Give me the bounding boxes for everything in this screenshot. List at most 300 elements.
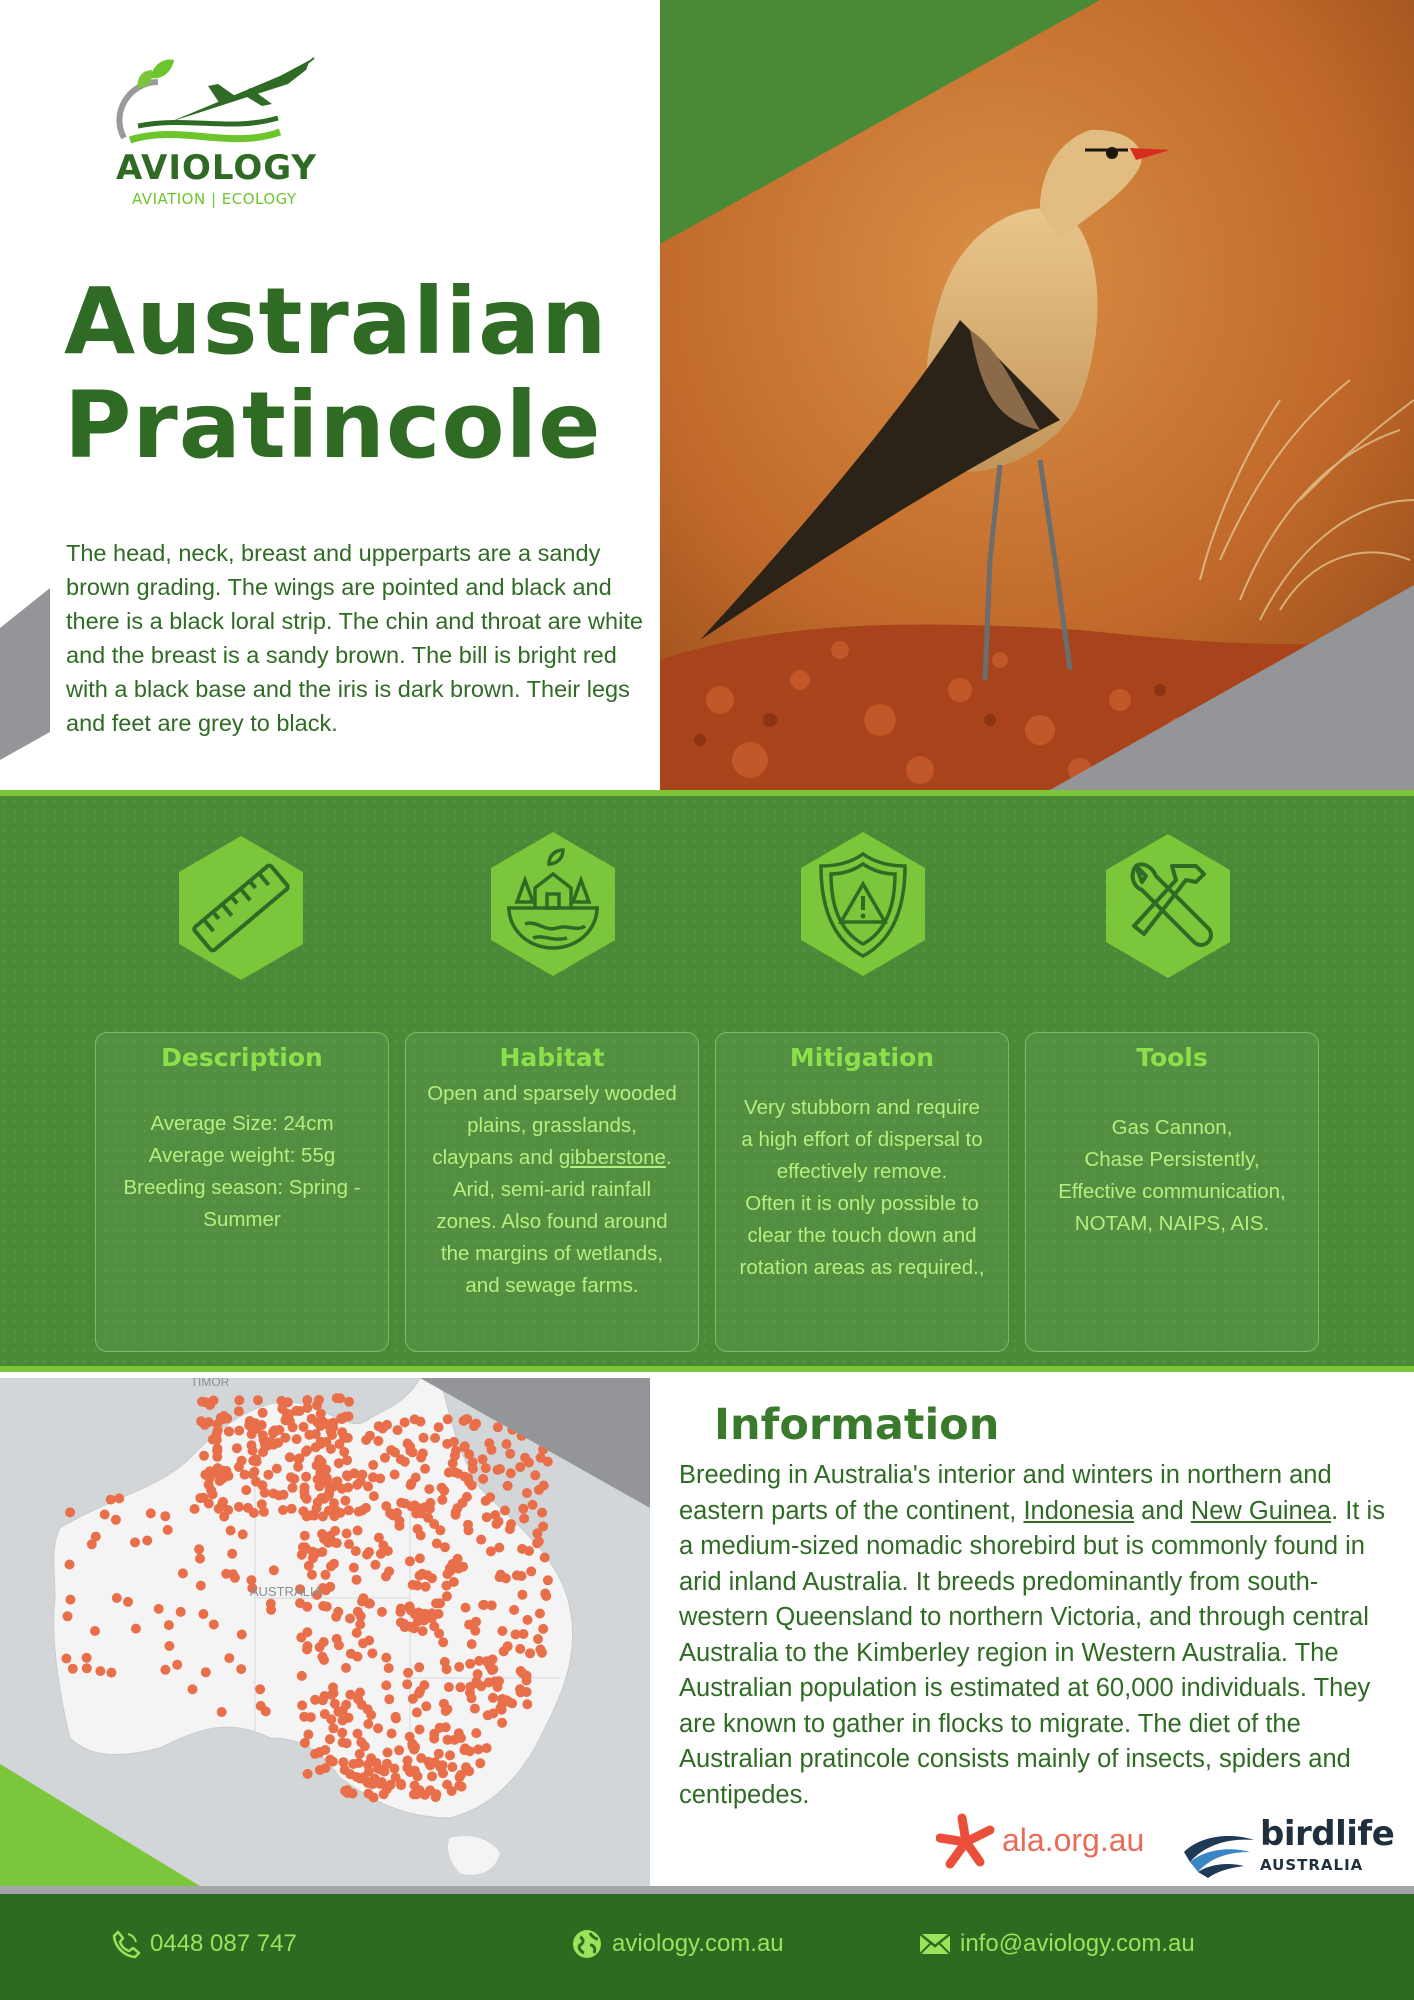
sighting-dot	[488, 1654, 498, 1664]
sighting-dot	[471, 1728, 481, 1738]
sighting-dot	[468, 1457, 478, 1467]
sighting-dot	[123, 1597, 133, 1607]
sighting-dot	[515, 1644, 525, 1654]
description-line: Breeding season: Spring -	[123, 1176, 361, 1199]
sighting-dot	[381, 1680, 391, 1690]
sighting-dot	[131, 1624, 141, 1634]
ruler-icon	[173, 832, 309, 984]
sighting-dot	[353, 1526, 363, 1536]
sighting-dot	[415, 1686, 425, 1696]
sighting-dot	[478, 1474, 488, 1484]
sighting-dot	[476, 1535, 486, 1545]
sighting-dot	[473, 1744, 483, 1754]
sighting-dot	[396, 1617, 406, 1627]
earth-habitat-icon	[485, 828, 621, 980]
sighting-dot	[317, 1547, 327, 1557]
sighting-dot	[348, 1759, 358, 1769]
sighting-dot	[512, 1570, 522, 1580]
sighting-dot	[224, 1653, 234, 1663]
sighting-dot	[328, 1723, 338, 1733]
sighting-dot	[208, 1435, 218, 1445]
mitigation-line: effectively remove.	[776, 1160, 948, 1183]
sighting-dot	[400, 1499, 410, 1509]
sighting-dot	[289, 1474, 299, 1484]
sighting-dot	[524, 1546, 534, 1556]
sighting-dot	[328, 1682, 338, 1692]
sighting-dot	[467, 1639, 477, 1649]
sighting-dot	[217, 1707, 227, 1717]
sighting-dot	[106, 1495, 116, 1505]
sighting-dot	[302, 1445, 312, 1455]
sighting-dot	[330, 1526, 340, 1536]
sighting-dot	[420, 1464, 430, 1474]
sighting-dot	[391, 1712, 401, 1722]
sighting-dot	[365, 1431, 375, 1441]
sighting-dot	[416, 1753, 426, 1763]
sighting-dot	[343, 1788, 353, 1798]
sighting-dot	[252, 1457, 262, 1467]
sighting-dot	[515, 1684, 525, 1694]
sighting-dot	[307, 1570, 317, 1580]
sighting-dot	[241, 1485, 251, 1495]
sighting-dot	[420, 1609, 430, 1619]
sighting-dot	[234, 1426, 244, 1436]
sighting-dot	[366, 1753, 376, 1763]
sighting-dot	[303, 1769, 313, 1779]
sighting-dot	[253, 1395, 263, 1405]
envelope-icon	[918, 1931, 952, 1957]
sighting-dot	[300, 1738, 310, 1748]
sighting-dot	[457, 1782, 467, 1792]
sighting-dot	[465, 1746, 475, 1756]
sighting-dot	[317, 1457, 327, 1467]
sighting-dot	[456, 1682, 466, 1692]
mitigation-line: rotation areas as required.,	[739, 1256, 985, 1279]
sighting-dot	[236, 1664, 246, 1674]
sighting-dot	[461, 1414, 471, 1424]
sighting-dot	[353, 1729, 363, 1739]
sighting-dot	[456, 1733, 466, 1743]
sighting-dot	[82, 1663, 92, 1673]
footer-email[interactable]	[918, 1924, 1195, 1964]
sighting-dot	[154, 1604, 164, 1614]
sighting-dot	[533, 1634, 543, 1644]
sighting-dot	[412, 1708, 422, 1718]
sighting-dot	[481, 1496, 491, 1506]
sighting-dot	[437, 1495, 447, 1505]
sighting-dot	[537, 1648, 547, 1658]
sighting-dot	[396, 1604, 406, 1614]
sighting-dot	[538, 1624, 548, 1634]
habitat-text-rest: . Arid, semi-arid rainfall zones. Also found around the margins of wetlands, and sewage farms.	[436, 1146, 672, 1297]
ala-logo[interactable]	[936, 1812, 1156, 1872]
sighting-dot	[334, 1640, 344, 1650]
sighting-dot	[470, 1626, 480, 1636]
sighting-dot	[232, 1443, 242, 1453]
sighting-dot	[536, 1453, 546, 1463]
sighting-dot	[373, 1436, 383, 1446]
sighting-dot	[299, 1487, 309, 1497]
tools-card-body	[1026, 1112, 1318, 1240]
sighting-dot	[488, 1693, 498, 1703]
sighting-dot	[287, 1504, 297, 1514]
sighting-dot	[431, 1792, 441, 1802]
sighting-dot	[506, 1519, 516, 1529]
sighting-dot	[434, 1749, 444, 1759]
sighting-dot	[188, 1684, 198, 1694]
sighting-dot	[413, 1524, 423, 1534]
sighting-dot	[370, 1560, 380, 1570]
sighting-dot	[448, 1458, 458, 1468]
sighting-dot	[425, 1760, 435, 1770]
sighting-dot	[436, 1762, 446, 1772]
sighting-dot	[497, 1718, 507, 1728]
sighting-dot	[393, 1425, 403, 1435]
sighting-dot	[410, 1500, 420, 1510]
sighting-dot	[403, 1668, 413, 1678]
sighting-dot	[91, 1532, 101, 1542]
sighting-dot	[335, 1393, 345, 1403]
sighting-dot	[425, 1498, 435, 1508]
sighting-dot	[234, 1406, 244, 1416]
sighting-dot	[522, 1699, 532, 1709]
sighting-dot	[363, 1719, 373, 1729]
sighting-dot	[543, 1575, 553, 1585]
sighting-dot	[258, 1447, 268, 1457]
description-line: Summer	[203, 1208, 281, 1231]
sighting-dot	[481, 1463, 491, 1473]
sighting-dot	[355, 1620, 365, 1630]
information-title: Information	[714, 1400, 1000, 1450]
sighting-dot	[205, 1400, 215, 1410]
mitigation-card-body	[716, 1092, 1008, 1284]
sighting-dot	[522, 1676, 532, 1686]
tools-line: NOTAM, NAIPS, AIS.	[1074, 1212, 1270, 1235]
sighting-dot	[160, 1665, 170, 1675]
sighting-dot	[345, 1690, 355, 1700]
sighting-dot	[90, 1626, 100, 1636]
sighting-dot	[95, 1666, 105, 1676]
sighting-dot	[343, 1483, 353, 1493]
sighting-dot	[340, 1765, 350, 1775]
sighting-dot	[234, 1502, 244, 1512]
sighting-dot	[221, 1466, 231, 1476]
sighting-dot	[234, 1395, 244, 1405]
sighting-dot	[318, 1601, 328, 1611]
sighting-dot	[415, 1725, 425, 1735]
sighting-dot	[416, 1453, 426, 1463]
mitigation-card	[715, 1032, 1009, 1352]
sighting-dot	[304, 1561, 314, 1571]
sighting-dot	[445, 1750, 455, 1760]
sighting-dot	[400, 1457, 410, 1467]
sighting-dot	[363, 1789, 373, 1799]
sighting-dot	[535, 1609, 545, 1619]
sighting-dot	[453, 1564, 463, 1574]
sighting-dot	[295, 1453, 305, 1463]
sighting-dot	[358, 1638, 368, 1648]
sighting-dot	[240, 1470, 250, 1480]
sighting-dot	[320, 1475, 330, 1485]
tools-card-title: Tools	[1136, 1043, 1208, 1072]
sighting-dot	[434, 1422, 444, 1432]
footer-website[interactable]	[570, 1924, 784, 1964]
sighting-dot	[310, 1749, 320, 1759]
sighting-dot	[424, 1484, 434, 1494]
indonesia-link[interactable]: Indonesia	[1023, 1496, 1135, 1525]
sighting-dot	[379, 1789, 389, 1799]
sighting-dot	[291, 1406, 301, 1416]
sighting-dot	[204, 1480, 214, 1490]
new-guinea-link[interactable]: New Guinea	[1190, 1496, 1332, 1525]
sighting-dot	[357, 1470, 367, 1480]
sighting-dot	[453, 1554, 463, 1564]
sighting-dot	[377, 1777, 387, 1787]
sighting-dot	[519, 1514, 529, 1524]
sighting-dot	[390, 1470, 400, 1480]
sighting-dot	[439, 1486, 449, 1496]
sighting-dot	[256, 1701, 266, 1711]
sighting-dot	[447, 1762, 457, 1772]
sighting-dot	[430, 1433, 440, 1443]
sighting-dot	[405, 1767, 415, 1777]
sighting-dot	[331, 1477, 341, 1487]
sighting-dot	[344, 1397, 354, 1407]
sighting-dot	[299, 1422, 309, 1432]
aviology-logo	[110, 52, 330, 212]
sighting-dot	[196, 1581, 206, 1591]
description-card-title: Description	[161, 1043, 323, 1072]
sighting-dot	[402, 1679, 412, 1689]
sighting-dot	[230, 1573, 240, 1583]
sighting-dot	[497, 1694, 507, 1704]
sighting-dot	[283, 1397, 293, 1407]
sighting-dot	[285, 1452, 295, 1462]
sighting-dot	[344, 1539, 354, 1549]
sighting-dot	[172, 1660, 182, 1670]
sighting-dot	[345, 1614, 355, 1624]
sighting-dot	[349, 1563, 359, 1573]
sighting-dot	[494, 1676, 504, 1686]
sighting-dot	[515, 1462, 525, 1472]
sighting-dot	[357, 1597, 367, 1607]
sighting-dot	[447, 1786, 457, 1796]
sighting-dot	[540, 1553, 550, 1563]
wrench-hammer-icon	[1100, 830, 1236, 982]
information-paragraph	[679, 1458, 1395, 1813]
sighting-dot	[363, 1482, 373, 1492]
sighting-dot	[509, 1605, 519, 1615]
sighting-dot	[486, 1546, 496, 1556]
sighting-dot	[442, 1591, 452, 1601]
sighting-dot	[340, 1496, 350, 1506]
gibberstone-link[interactable]: gibberstone	[558, 1146, 666, 1169]
divider-line	[0, 1886, 1414, 1894]
header-section	[0, 0, 1414, 790]
sighting-dot	[484, 1678, 494, 1688]
sighting-dot	[356, 1737, 366, 1747]
sighting-dot	[301, 1472, 311, 1482]
sighting-dot	[522, 1488, 532, 1498]
sighting-dot	[63, 1611, 73, 1621]
sighting-dot	[292, 1434, 302, 1444]
sighting-dot	[226, 1526, 236, 1536]
sighting-dot	[384, 1566, 394, 1576]
sighting-dot	[460, 1441, 470, 1451]
info-text-1: Breeding in Australia's interior and winters in northern and eastern parts of the continent,	[679, 1461, 1332, 1525]
sighting-dot	[326, 1444, 336, 1454]
sighting-dot	[320, 1745, 330, 1755]
sighting-dot	[164, 1620, 174, 1630]
sighting-dot	[320, 1709, 330, 1719]
sighting-dot	[221, 1569, 231, 1579]
sighting-dot	[431, 1598, 441, 1608]
sighting-dot	[258, 1408, 268, 1418]
sighting-dot	[237, 1630, 247, 1640]
description-line: Average Size: 24cm	[150, 1112, 334, 1135]
sighting-dot	[61, 1654, 71, 1664]
sighting-dot	[355, 1688, 365, 1698]
sighting-dot	[429, 1621, 439, 1631]
sighting-dot	[368, 1460, 378, 1470]
birdlife-sub: AUSTRALIA	[1260, 1856, 1364, 1874]
sighting-dot	[537, 1508, 547, 1518]
sighting-dot	[505, 1449, 515, 1459]
habitat-card-title: Habitat	[499, 1043, 605, 1072]
sighting-dot	[497, 1626, 507, 1636]
sighting-dot	[524, 1458, 534, 1468]
sighting-dot	[373, 1723, 383, 1733]
sighting-dot	[374, 1533, 384, 1543]
sighting-dot	[359, 1772, 369, 1782]
sighting-dot	[443, 1414, 453, 1424]
sighting-dot	[178, 1568, 188, 1578]
sighting-dot	[343, 1433, 353, 1443]
sighting-dot	[212, 1446, 222, 1456]
sighting-dot	[386, 1445, 396, 1455]
sighting-dot	[474, 1656, 484, 1666]
plane-leaf-logo-icon	[110, 52, 330, 152]
sighting-dot	[441, 1722, 451, 1732]
sighting-dot	[461, 1603, 471, 1613]
sighting-dot	[409, 1789, 419, 1799]
sighting-dot	[344, 1411, 354, 1421]
sighting-dot	[339, 1447, 349, 1457]
sighting-dot	[442, 1704, 452, 1714]
brand-tagline: AVIATION | ECOLOGY	[132, 190, 297, 208]
sighting-dot	[201, 1667, 211, 1677]
sighting-dot	[106, 1668, 116, 1678]
sighting-dot	[130, 1537, 140, 1547]
sighting-dot	[249, 1467, 259, 1477]
sighting-dot	[318, 1695, 328, 1705]
sighting-dot	[482, 1512, 492, 1522]
sighting-dot	[330, 1699, 340, 1709]
sighting-dot	[337, 1728, 347, 1738]
sighting-dot	[435, 1525, 445, 1535]
footer-phone[interactable]	[110, 1924, 297, 1964]
sighting-dot	[204, 1499, 214, 1509]
sighting-dot	[396, 1779, 406, 1789]
sighting-dot	[324, 1490, 334, 1500]
sighting-dot	[302, 1644, 312, 1654]
sighting-dot	[300, 1531, 310, 1541]
habitat-card-body	[406, 1078, 698, 1302]
sighting-dot	[386, 1780, 396, 1790]
sighting-dot	[423, 1513, 433, 1523]
sighting-dot	[403, 1439, 413, 1449]
sighting-dot	[65, 1507, 75, 1517]
info-text-2: and	[1134, 1496, 1191, 1525]
sighting-dot	[249, 1508, 259, 1518]
sighting-dot	[316, 1409, 326, 1419]
sighting-dot	[288, 1483, 298, 1493]
sighting-dot	[381, 1653, 391, 1663]
sighting-dot	[427, 1771, 437, 1781]
sighting-dot	[335, 1508, 345, 1518]
page-title	[64, 270, 608, 478]
email-text: info@aviology.com.au	[960, 1930, 1195, 1957]
sighting-dot	[278, 1505, 288, 1515]
mitigation-card-title: Mitigation	[789, 1043, 935, 1072]
sighting-dot	[470, 1704, 480, 1714]
sighting-dot	[503, 1481, 513, 1491]
sighting-dot	[331, 1612, 341, 1622]
sighting-dot	[516, 1666, 526, 1676]
mitigation-line: a high effort of dispersal to	[741, 1128, 983, 1151]
tools-line: Chase Persistently,	[1084, 1148, 1260, 1171]
sighting-dot	[455, 1772, 465, 1782]
birdlife-name: birdlife	[1260, 1814, 1395, 1854]
sighting-dot	[302, 1511, 312, 1521]
birdlife-logo[interactable]	[1180, 1814, 1400, 1882]
sighting-dot	[501, 1573, 511, 1583]
sighting-dot	[368, 1779, 378, 1789]
sighting-dot	[190, 1504, 200, 1514]
sighting-dot	[238, 1529, 248, 1539]
intro-paragraph: The head, neck, breast and upperparts are a sandy brown grading. The wings are pointed and black and there is a black loral strip. The chin and throat are white and the breast is a sandy brown. The bill is bright red with a black base and the iris is dark brown. Their legs and feet are grey to black.	[66, 540, 643, 736]
sighting-dot	[224, 1426, 234, 1436]
sighting-dot	[198, 1609, 208, 1619]
sighting-dot	[244, 1420, 254, 1430]
phone-number: 0448 087 747	[150, 1930, 297, 1957]
sighting-dot	[494, 1517, 504, 1527]
sighting-dot	[306, 1712, 316, 1722]
sighting-dot	[268, 1427, 278, 1437]
sighting-dot	[302, 1602, 312, 1612]
sighting-dot	[321, 1570, 331, 1580]
map-country-label: AUSTRALIA	[249, 1584, 323, 1599]
sighting-dot	[325, 1734, 335, 1744]
ala-star-icon	[936, 1812, 996, 1872]
sighting-dot	[382, 1759, 392, 1769]
sighting-dot	[219, 1411, 229, 1421]
sighting-dot	[272, 1464, 282, 1474]
sighting-dot	[440, 1657, 450, 1667]
sighting-dot	[164, 1641, 174, 1651]
sighting-dot	[311, 1429, 321, 1439]
sighting-dot	[65, 1560, 75, 1570]
sighting-dot	[338, 1738, 348, 1748]
sighting-dot	[342, 1529, 352, 1539]
sighting-dot	[526, 1566, 536, 1576]
sighting-dot	[502, 1439, 512, 1449]
sighting-dot	[538, 1522, 548, 1532]
sighting-dot	[415, 1553, 425, 1563]
sighting-dot	[473, 1669, 483, 1679]
sighting-dot	[442, 1439, 452, 1449]
sighting-dot	[237, 1456, 247, 1466]
